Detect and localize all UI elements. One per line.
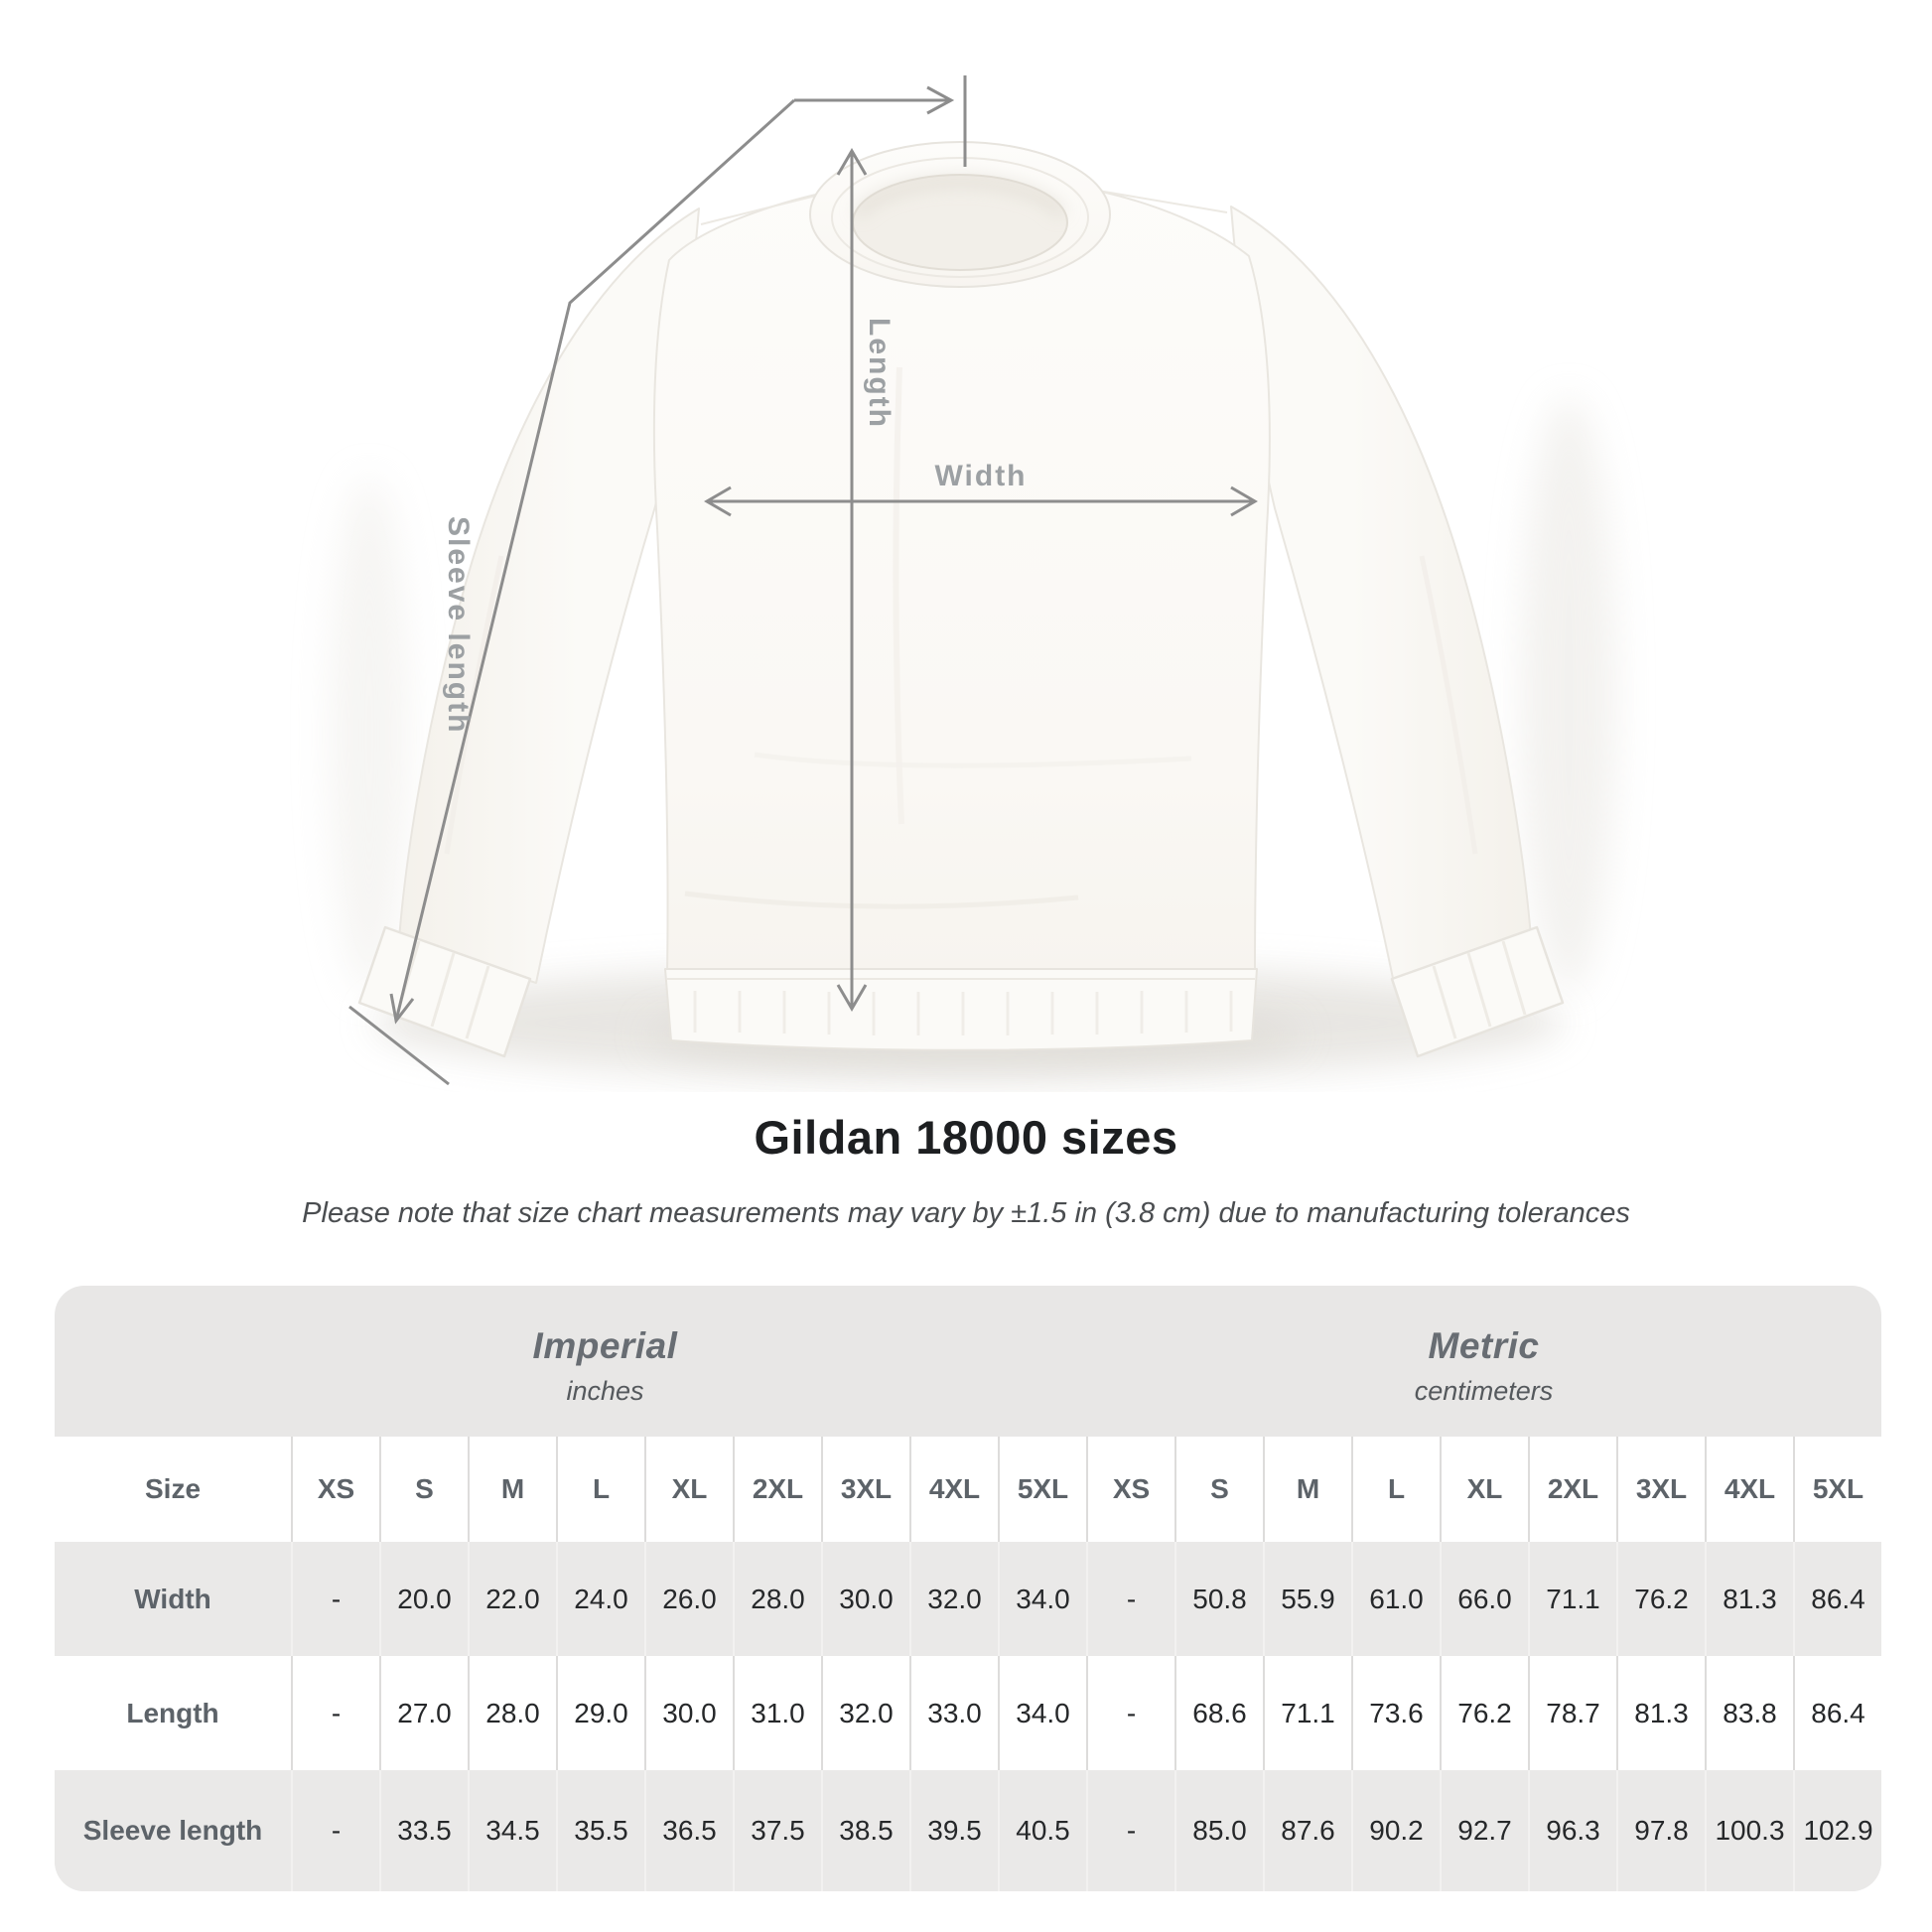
metric-section-header [1086,1286,1881,1437]
sleeve-length-imperial-2xl: 37.5 [733,1770,821,1891]
sleeve-length-metric-4xl: 100.3 [1705,1770,1793,1891]
length-metric-xl: 76.2 [1440,1656,1528,1770]
header-metric-m: M [1263,1437,1351,1542]
length-label: Length [863,318,896,429]
width-metric-4xl: 81.3 [1705,1542,1793,1656]
header-imperial-s: S [379,1437,468,1542]
sweatshirt [359,142,1563,1056]
width-metric-l: 61.0 [1351,1542,1440,1656]
sleeve-length-imperial-3xl: 38.5 [821,1770,909,1891]
length-metric-l: 73.6 [1351,1656,1440,1770]
length-metric-m: 71.1 [1263,1656,1351,1770]
width-metric-m: 55.9 [1263,1542,1351,1656]
width-imperial-l: 24.0 [556,1542,644,1656]
length-metric-4xl: 83.8 [1705,1656,1793,1770]
width-label: Width [934,460,1028,492]
row-width [55,1542,1881,1656]
header-metric-xl: XL [1440,1437,1528,1542]
length-imperial-m: 28.0 [468,1656,556,1770]
size-column-header: Size [144,1473,202,1504]
header-metric-3xl: 3XL [1616,1437,1705,1542]
row-label-length: Length [126,1697,219,1728]
header-imperial-5xl: 5XL [998,1437,1086,1542]
sleeve-length-metric-s: 85.0 [1174,1770,1263,1891]
row-label-sleeve-length: Sleeve length [82,1815,263,1846]
length-metric-3xl: 81.3 [1616,1656,1705,1770]
header-metric-4xl: 4XL [1705,1437,1793,1542]
sleeve-length-imperial-m: 34.5 [468,1770,556,1891]
width-imperial-s: 20.0 [379,1542,468,1656]
width-imperial-xs: - [291,1542,379,1656]
hem-band [665,969,1257,1050]
tolerance-note: Please note that size chart measurements may vary by ±1.5 in (3.8 cm) due to manufacturing tolerances [302,1197,1630,1229]
table-rows [55,1542,1881,1891]
length-imperial-xl: 30.0 [644,1656,733,1770]
sleeve-length-imperial-xl: 36.5 [644,1770,733,1891]
imperial-unit: inches [566,1376,644,1406]
sleeve-length-metric-2xl: 96.3 [1528,1770,1616,1891]
width-metric-2xl: 71.1 [1528,1542,1616,1656]
header-imperial-l: L [556,1437,644,1542]
header-metric-5xl: 5XL [1793,1437,1881,1542]
header-metric-2xl: 2XL [1528,1437,1616,1542]
row-sleeve-length [55,1770,1881,1891]
length-metric-s: 68.6 [1174,1656,1263,1770]
sleeve-length-imperial-4xl: 39.5 [909,1770,998,1891]
sleeve-length-metric-3xl: 97.8 [1616,1770,1705,1891]
width-imperial-xl: 26.0 [644,1542,733,1656]
collar [810,142,1110,287]
metric-unit: centimeters [1414,1376,1554,1406]
header-imperial-2xl: 2XL [733,1437,821,1542]
length-metric-5xl: 86.4 [1793,1656,1881,1770]
length-imperial-l: 29.0 [556,1656,644,1770]
length-imperial-5xl: 34.0 [998,1656,1086,1770]
row-length [55,1656,1881,1770]
header-imperial-xl: XL [644,1437,733,1542]
length-imperial-2xl: 31.0 [733,1656,821,1770]
sleeve-length-label: Sleeve length [442,516,475,735]
sleeve-length-metric-xl: 92.7 [1440,1770,1528,1891]
length-imperial-s: 27.0 [379,1656,468,1770]
header-imperial-4xl: 4XL [909,1437,998,1542]
length-imperial-xs: - [291,1656,379,1770]
length-imperial-3xl: 32.0 [821,1656,909,1770]
width-imperial-5xl: 34.0 [998,1542,1086,1656]
size-header-row [55,1437,1881,1542]
width-metric-5xl: 86.4 [1793,1542,1881,1656]
width-imperial-3xl: 30.0 [821,1542,909,1656]
sleeve-length-metric-l: 90.2 [1351,1770,1440,1891]
sleeve-length-imperial-l: 35.5 [556,1770,644,1891]
header-imperial-m: M [468,1437,556,1542]
sleeve-length-imperial-s: 33.5 [379,1770,468,1891]
imperial-section-header [55,1286,1086,1437]
size-table [55,1286,1881,1891]
header-imperial-3xl: 3XL [821,1437,909,1542]
width-imperial-2xl: 28.0 [733,1542,821,1656]
imperial-label: Imperial [532,1325,678,1366]
sleeve-length-metric-xs: - [1086,1770,1174,1891]
header-metric-s: S [1174,1437,1263,1542]
header-metric-l: L [1351,1437,1440,1542]
length-metric-2xl: 78.7 [1528,1656,1616,1770]
width-imperial-m: 22.0 [468,1542,556,1656]
header-metric-xs: XS [1086,1437,1174,1542]
sleeve-length-metric-m: 87.6 [1263,1770,1351,1891]
unit-systems-row [55,1286,1881,1437]
width-imperial-4xl: 32.0 [909,1542,998,1656]
length-metric-xs: - [1086,1656,1174,1770]
page-title: Gildan 18000 sizes [754,1111,1178,1164]
row-label-width: Width [134,1583,211,1614]
sleeve-length-imperial-xs: - [291,1770,379,1891]
width-metric-xl: 66.0 [1440,1542,1528,1656]
metric-label: Metric [1428,1325,1540,1366]
sleeve-length-metric-5xl: 102.9 [1793,1770,1881,1891]
sleeve-length-imperial-5xl: 40.5 [998,1770,1086,1891]
right-sleeve [1231,207,1531,983]
width-metric-xs: - [1086,1542,1174,1656]
width-metric-s: 50.8 [1174,1542,1263,1656]
header-imperial-xs: XS [291,1437,379,1542]
width-metric-3xl: 76.2 [1616,1542,1705,1656]
length-imperial-4xl: 33.0 [909,1656,998,1770]
